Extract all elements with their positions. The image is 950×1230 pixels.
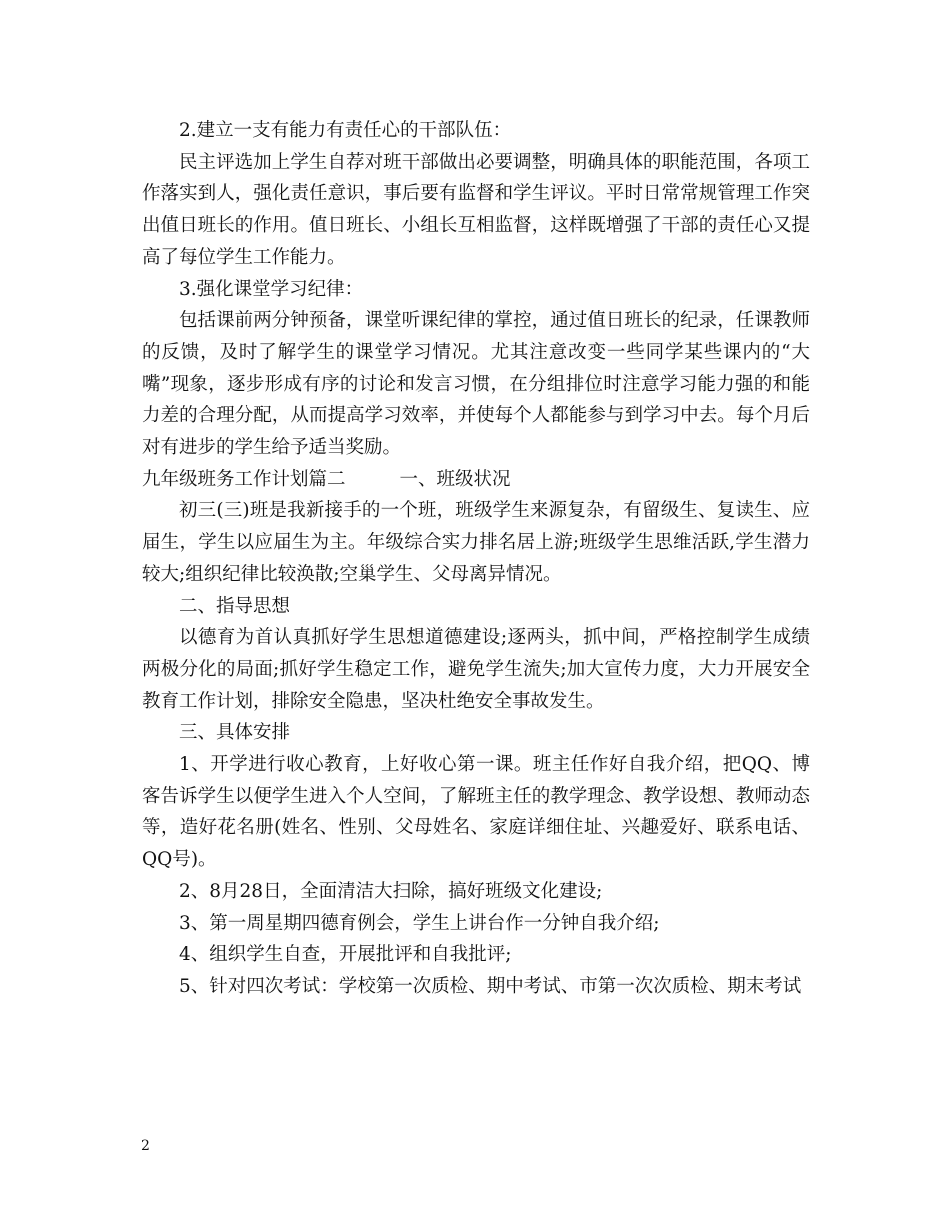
paragraph-class-status: 初三(三)班是我新接手的一个班，班级学生来源复杂，有留级生、复读生、应届生，学生以应届生为主。年级综合实力排名居上游;班级学生思维活跃,学生潜力较大;组织纪律比较涣散;空巢学生、父母离异情况。	[142, 500, 810, 585]
paragraph-arrangement-5: 5、针对四次考试：学校第一次质检、期中考试、市第一次次质检、期末考试	[179, 975, 802, 997]
section-title: 九年级班务工作计划篇二	[142, 468, 346, 490]
paragraph-heading-classroom-discipline: 3.强化课堂学习纪律：	[179, 278, 364, 300]
page-number: 2	[141, 1138, 150, 1154]
heading-guiding-thought: 二、指导思想	[179, 595, 291, 617]
paragraph-guiding-thought: 以德育为首认真抓好学生思想道德建设;逐两头，抓中间，严格控制学生成绩两极分化的局面;抓好学生稳定工作，避免学生流失;加大宣传力度，大力开展安全教育工作计划，排除安全隐患，坚决杜绝安全事故发生。	[142, 627, 810, 712]
paragraph-arrangement-1: 1、开学进行收心教育，上好收心第一课。班主任作好自我介绍，把QQ、博客告诉学生以便学生进入个人空间，了解班主任的教学理念、教学设想、教师动态等，造好花名册(姓名、性别、父母姓名、家庭详细住址、兴趣爱好、联系电话、QQ号)。	[142, 754, 810, 871]
section-title-line	[142, 464, 810, 496]
paragraph-heading-cadre-team: 2.建立一支有能力有责任心的干部队伍：	[179, 120, 512, 141]
paragraph-classroom-discipline: 包括课前两分钟预备，课堂听课纪律的掌控，通过值日班长的纪录，任课教师的反馈，及时了解学生的课堂学习情况。尤其注意改变一些同学某些课内的“大嘴”现象，逐步形成有序的讨论和发言习惯，在分组排位时注意学习能力强的和能力差的合理分配，从而提高学习效率，并使每个人都能参与到学习中去。每个月后对有进步的学生给予适当奖励。	[142, 310, 810, 459]
paragraph-cadre-team: 民主评选加上学生自荐对班干部做出必要调整，明确具体的职能范围，各项工作落实到人，强化责任意识，事后要有监督和学生评议。平时日常常规管理工作突出值日班长的作用。值日班长、小组长互相监督，这样既增强了干部的责任心又提高了每位学生工作能力。	[142, 151, 810, 268]
paragraph-arrangement-3: 3、第一周星期四德育例会，学生上讲台作一分钟自我介绍;	[179, 912, 660, 934]
paragraph-arrangement-4: 4、组织学生自查，开展批评和自我批评;	[179, 944, 512, 966]
section-heading-class-status: 一、班级状况	[399, 468, 511, 490]
heading-specific-arrangements: 三、具体安排	[179, 722, 291, 744]
paragraph-arrangement-2: 2、8月28日，全面清洁大扫除，搞好班级文化建设;	[179, 880, 603, 902]
document-body	[142, 115, 810, 1003]
